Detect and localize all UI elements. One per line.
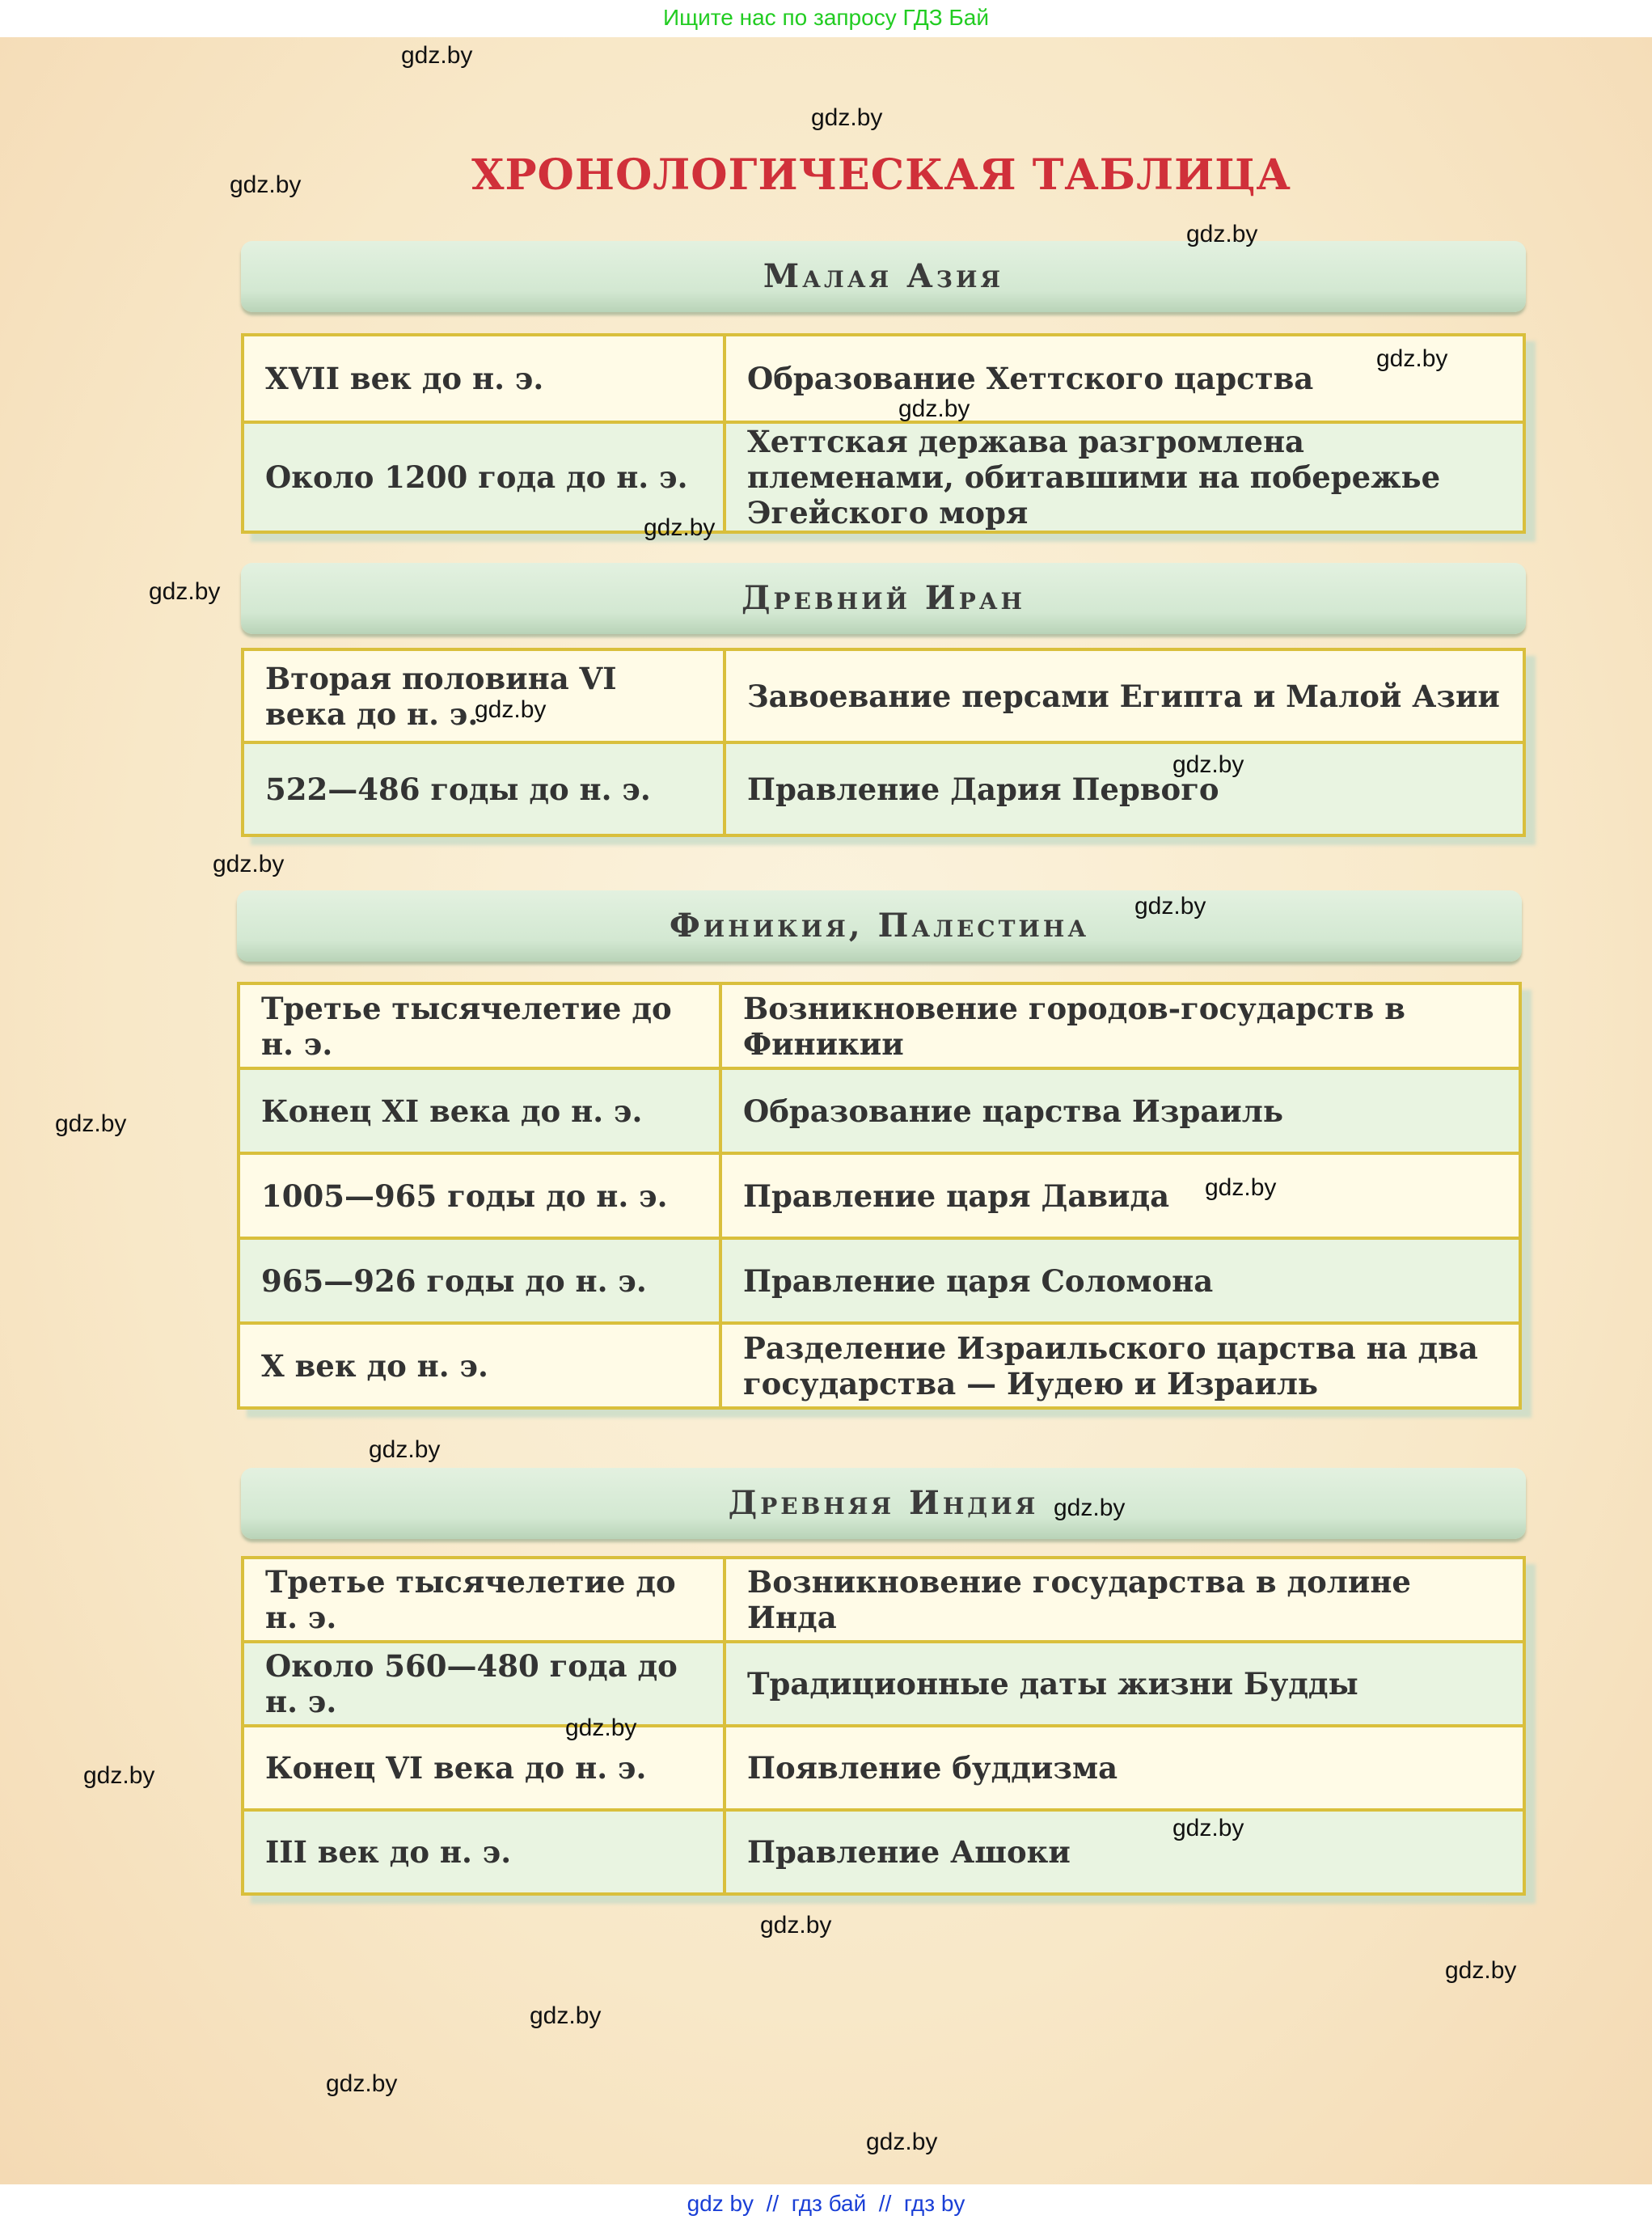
event-cell: Разделение Израильского царства на два государства — Иудею и Израиль (720, 1323, 1520, 1408)
table-row (239, 1153, 1520, 1238)
table-row (243, 422, 1524, 532)
table-row (239, 1238, 1520, 1323)
date-cell: Конец VI века до н. э. (243, 1726, 725, 1810)
table-row (243, 1558, 1524, 1642)
event-cell: Возникновение городов-государств в Финикии (720, 983, 1520, 1068)
page-title: ХРОНОЛОГИЧЕСКАЯ ТАБЛИЦА (471, 150, 1291, 200)
watermark: gdz.by (1134, 893, 1206, 920)
chronology-table (241, 648, 1526, 837)
watermark: gdz.by (213, 851, 285, 877)
watermark: gdz.by (401, 42, 473, 69)
table-row (243, 335, 1524, 422)
watermark: gdz.by (811, 104, 883, 131)
event-cell: Хеттская держава разгромлена племенами, обитавшими на побережье Эгейского моря (725, 422, 1524, 532)
event-cell: Правление Дария Первого (725, 742, 1524, 835)
chronology-table (237, 982, 1522, 1410)
table-row (243, 1726, 1524, 1810)
section-heading: Древняя Индия (241, 1468, 1526, 1539)
date-cell: X век до н. э. (239, 1323, 720, 1408)
section-heading: Малая Азия (241, 241, 1526, 312)
event-cell: Появление буддизма (725, 1726, 1524, 1810)
table-row (243, 1642, 1524, 1726)
watermark: gdz.by (83, 1762, 155, 1789)
event-cell: Правление царя Соломона (720, 1238, 1520, 1323)
date-cell: XVII век до н. э. (243, 335, 725, 422)
table-row (243, 649, 1524, 742)
date-cell: 965—926 годы до н. э. (239, 1238, 720, 1323)
watermark: gdz.by (1172, 751, 1244, 778)
date-cell: Третье тысячелетие до н. э. (239, 983, 720, 1068)
watermark: gdz.by (230, 171, 302, 198)
watermark: gdz.by (1186, 221, 1258, 247)
watermark: gdz.by (1172, 1815, 1244, 1841)
watermark: gdz.by (760, 1912, 832, 1939)
watermark: gdz.by (1054, 1495, 1126, 1521)
event-cell: Правление царя Давида (720, 1153, 1520, 1238)
date-cell: III век до н. э. (243, 1810, 725, 1894)
date-cell: 522—486 годы до н. э. (243, 742, 725, 835)
event-cell: Правление Ашоки (725, 1810, 1524, 1894)
watermark: gdz.by (565, 1715, 637, 1741)
date-cell: Третье тысячелетие до н. э. (243, 1558, 725, 1642)
top-banner: Ищите нас по запросу ГДЗ Бай (662, 5, 990, 30)
date-cell: 1005—965 годы до н. э. (239, 1153, 720, 1238)
table-row (239, 1068, 1520, 1153)
chronology-table (241, 333, 1526, 534)
date-cell: Конец XI века до н. э. (239, 1068, 720, 1153)
event-cell: Возникновение государства в долине Инда (725, 1558, 1524, 1642)
chronology-table (241, 1556, 1526, 1896)
event-cell: Завоевание персами Египта и Малой Азии (725, 649, 1524, 742)
watermark: gdz.by (898, 395, 970, 422)
watermark: gdz.by (326, 2070, 398, 2097)
event-cell: Образование Хеттского царства (725, 335, 1524, 422)
watermark: gdz.by (1445, 1957, 1517, 1984)
section-heading: Древний Иран (241, 563, 1526, 634)
date-cell: Около 560—480 года до н. э. (243, 1642, 725, 1726)
watermark: gdz.by (1205, 1174, 1277, 1201)
section-heading: Финикия, Палестина (237, 890, 1522, 962)
watermark: gdz.by (866, 2129, 938, 2155)
event-cell: Традиционные даты жизни Будды (725, 1642, 1524, 1726)
date-cell: Вторая половина VI века до н. э. (243, 649, 725, 742)
table-row (239, 1323, 1520, 1408)
watermark: gdz.by (644, 514, 716, 541)
watermark: gdz.by (149, 578, 221, 605)
table-row (239, 983, 1520, 1068)
watermark: gdz.by (530, 2002, 602, 2029)
footer-links[interactable]: gdz by // гдз бай // гдз by (687, 2191, 965, 2216)
date-cell: Около 1200 года до н. э. (243, 422, 725, 532)
watermark: gdz.by (369, 1436, 441, 1463)
table-row (243, 1810, 1524, 1894)
watermark: gdz.by (1376, 345, 1448, 372)
watermark: gdz.by (55, 1110, 127, 1137)
watermark: gdz.by (475, 696, 547, 723)
table-row (243, 742, 1524, 835)
event-cell: Образование царства Израиль (720, 1068, 1520, 1153)
